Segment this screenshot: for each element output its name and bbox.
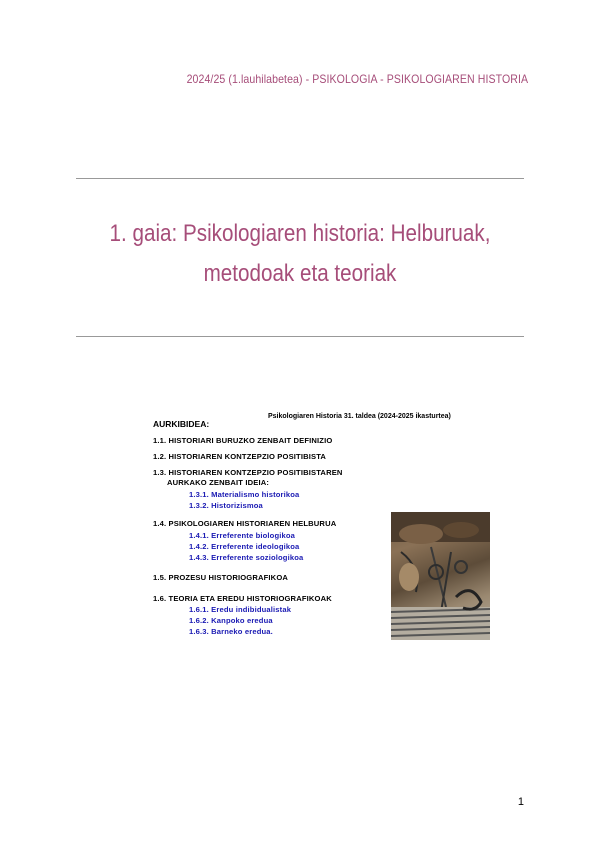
- toc-item: 1.6. TEORIA ETA EREDU HISTORIOGRAFIKOAK: [153, 594, 332, 603]
- title-line-2: metodoak eta teoriak: [203, 260, 397, 287]
- running-header: 2024/25 (1.lauhilabetea) - PSIKOLOGIA - PSIKOLOGIAREN HISTORIA: [186, 72, 528, 86]
- toc-item: 1.5. PROZESU HISTORIOGRAFIKOA: [153, 573, 289, 582]
- toc-subitem: 1.4.3. Erreferente soziologikoa: [189, 553, 304, 562]
- slide-image: [145, 410, 490, 640]
- slide-header: Psikologiaren Historia 31. taldea (2024-2025 ikasturtea): [268, 413, 451, 420]
- toc-subitem: 1.6.3. Barneko eredua.: [189, 627, 273, 636]
- bottom-divider: [76, 336, 524, 337]
- toc-subitem: 1.3.1. Materialismo historikoa: [189, 490, 300, 499]
- title-line-1: 1. gaia: Psikologiaren historia: Helburuak,: [109, 220, 491, 247]
- toc-title: AURKIBIDEA:: [153, 419, 210, 429]
- page-number: 1: [517, 796, 524, 808]
- toc-item: 1.4. PSIKOLOGIAREN HISTORIAREN HELBURUA: [153, 519, 337, 528]
- toc-subitem: 1.4.2. Erreferente ideologikoa: [189, 542, 300, 551]
- toc-subitem: 1.6.1. Eredu indibidualistak: [189, 605, 292, 614]
- top-divider: [76, 178, 524, 179]
- toc-item: 1.3. HISTORIAREN KONTZEPZIO POSITIBISTAREN: [153, 468, 343, 477]
- toc-subitem: 1.6.2. Kanpoko eredua: [189, 616, 273, 625]
- page-title: [76, 214, 524, 294]
- toc-subitem: 1.4.1. Erreferente biologikoa: [189, 531, 296, 540]
- toc-subitem: 1.3.2. Historizismoa: [189, 501, 263, 510]
- toc-item: 1.1. HISTORIARI BURUZKO ZENBAIT DEFINIZIO: [153, 436, 333, 445]
- tools-photo: [391, 512, 490, 640]
- toc-item: 1.2. HISTORIAREN KONTZEPZIO POSITIBISTA: [153, 452, 327, 461]
- toc-item: AURKAKO ZENBAIT IDEIA:: [167, 478, 270, 487]
